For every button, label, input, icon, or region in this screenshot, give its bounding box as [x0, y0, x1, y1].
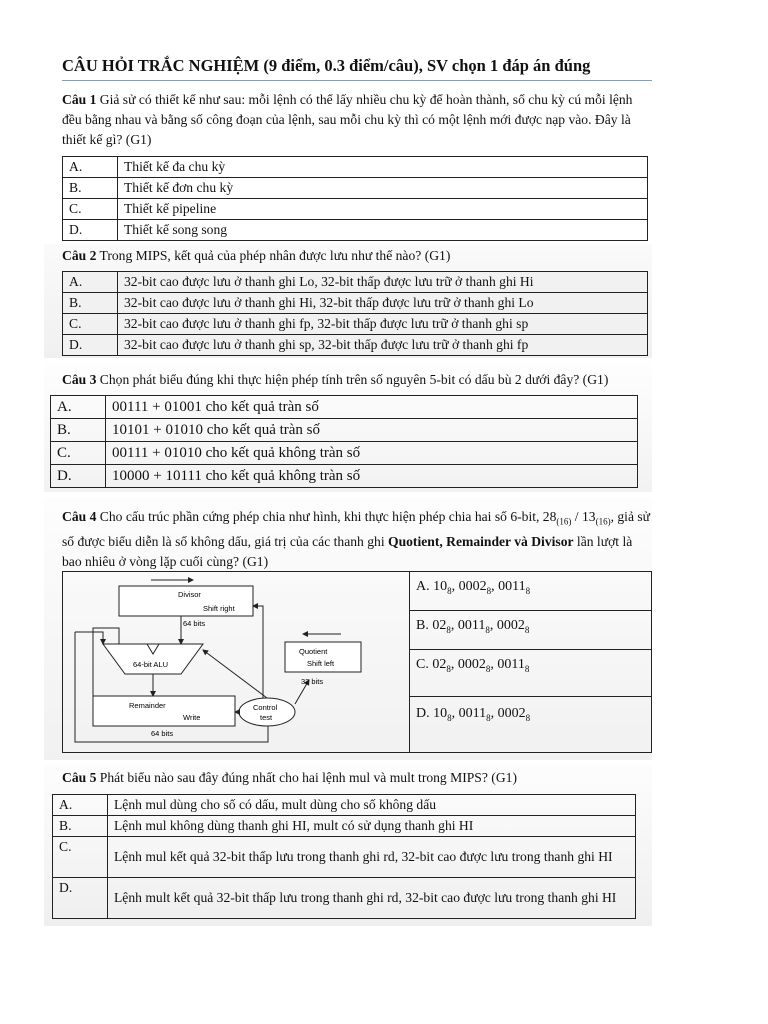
option-row[interactable]	[51, 396, 638, 419]
subscript: 8	[447, 712, 452, 723]
division-hardware-diagram	[63, 572, 410, 752]
q4-table	[62, 571, 652, 753]
option-key: C.	[63, 314, 118, 335]
option-text: Lệnh mul không dùng thanh ghi HI, mult có sử dụng thanh ghi HI	[108, 816, 636, 837]
option-key: B.	[416, 618, 429, 633]
value: 0011	[497, 657, 525, 672]
option-key: C.	[51, 442, 106, 465]
option-row[interactable]	[63, 220, 648, 241]
option-key: D.	[63, 335, 118, 356]
subscript: 8	[525, 712, 531, 723]
subscript: (16)	[595, 516, 611, 527]
value: 0002	[497, 706, 526, 721]
question-number: Câu 1	[62, 92, 97, 107]
shift-left-label: Shift left	[307, 659, 335, 668]
question-text: Cho cấu trúc phần cứng phép chia như hình, khi thực hiện phép chia hai số 6-bit, 28	[99, 509, 557, 524]
option-row[interactable]	[53, 795, 636, 816]
value: 02	[432, 657, 447, 672]
option-key: D.	[51, 465, 106, 488]
question-3	[62, 370, 662, 390]
option-text: 32-bit cao được lưu ở thanh ghi Lo, 32-bit thấp được lưu trữ ở thanh ghi Hi	[118, 272, 648, 293]
connector	[75, 632, 103, 644]
subscript: (16)	[556, 516, 572, 527]
option-row[interactable]	[63, 157, 648, 178]
option-row[interactable]	[51, 442, 638, 465]
question-4	[62, 507, 654, 572]
question-text: lần lượt là bao nhiêu ở vòng lặp cuối cùng? (G1)	[62, 533, 633, 569]
option-row[interactable]	[63, 178, 648, 199]
value: 10	[433, 706, 448, 721]
question-bold: Quotient, Remainder và Divisor	[388, 533, 574, 549]
question-text: Phát biểu nào sau đây đúng nhất cho hai lệnh mul và mult trong MIPS? (G1)	[99, 770, 517, 785]
q4-option-b[interactable]: B. $02_8$, $0011_8$, $0002_8$	[410, 611, 651, 650]
option-key: B.	[53, 816, 108, 837]
option-text: 32-bit cao được lưu ở thanh ghi Hi, 32-bit thấp được lưu trữ ở thanh ghi Lo	[118, 293, 648, 314]
bits-label: 32 bits	[301, 677, 324, 686]
option-key: A.	[416, 579, 430, 594]
question-text: , giả sử số được biểu diễn là số không dấu, giá trị của các thanh ghi	[62, 509, 651, 549]
bits-label: 64 bits	[151, 729, 174, 738]
value: 0002	[496, 618, 525, 633]
question-number: Câu 3	[62, 372, 97, 387]
q4-option-c[interactable]: C. $02_8$, $0002_8$, $0011_8$	[410, 650, 651, 697]
question-2	[62, 246, 654, 266]
question-number: Câu 4	[62, 509, 97, 524]
option-row[interactable]	[63, 272, 648, 293]
option-text: Thiết kế pipeline	[118, 199, 648, 220]
subscript: 8	[446, 663, 451, 674]
value: 0011	[457, 618, 486, 633]
subscript: 8	[447, 585, 452, 596]
question-number: Câu 2	[62, 248, 97, 263]
option-text: Thiết kế đơn chu kỳ	[118, 178, 648, 199]
option-text: 00111 + 01001 cho kết quả tràn số	[106, 396, 638, 419]
quotient-label: Quotient	[299, 647, 328, 656]
option-key: D.	[53, 878, 108, 919]
option-key: C.	[416, 657, 429, 672]
option-key: D.	[416, 706, 430, 721]
value: 0002	[457, 657, 486, 672]
subscript: 8	[486, 712, 491, 723]
value: 10	[433, 579, 448, 594]
question-1	[62, 90, 654, 150]
q4-option-d[interactable]: D. $10_8$, $0011_8$, $0002_8$	[416, 706, 531, 723]
option-key: C.	[63, 199, 118, 220]
subscript: 8	[485, 624, 490, 635]
value: 0011	[498, 579, 526, 594]
options-table-q1	[62, 156, 648, 241]
option-key: B.	[63, 293, 118, 314]
question-text: / 13	[571, 509, 596, 524]
question-text: Giả sử có thiết kế như sau: mỗi lệnh có thể lấy nhiều chu kỳ để hoàn thành, số chu kỳ cú mỗi lệnh đều bằng nhau và bằng số công đoạn của lệnh, sau mỗi chu kỳ thì có một lệnh mới được nạp vào. Đây là thiết kế gì? (G1)	[62, 92, 633, 147]
write-label: Write	[183, 713, 201, 722]
option-row[interactable]	[63, 199, 648, 220]
q4-option-a[interactable]: A. $10_8$, $0002_8$, $0011_8$	[410, 572, 651, 611]
value: 0011	[458, 706, 487, 721]
value: 02	[432, 618, 447, 633]
bits-label: 64 bits	[183, 619, 206, 628]
subscript: 8	[525, 585, 531, 596]
option-key: A.	[63, 157, 118, 178]
option-text: 32-bit cao được lưu ở thanh ghi sp, 32-bit thấp được lưu trữ ở thanh ghi fp	[118, 335, 648, 356]
option-key: C.	[53, 837, 108, 878]
control-label: Control	[253, 703, 278, 712]
option-key: A.	[51, 396, 106, 419]
option-row[interactable]	[53, 878, 636, 919]
alu-label: 64-bit ALU	[133, 660, 169, 669]
test-label: test	[260, 713, 273, 722]
option-key: D.	[63, 220, 118, 241]
options-table-q3	[50, 395, 638, 488]
subscript: 8	[524, 624, 530, 635]
shift-right-label: Shift right	[203, 604, 235, 613]
option-text: Lệnh mult kết quả 32-bit thấp lưu trong thanh ghi rd, 32-bit cao được lưu trong thanh ghi HI	[108, 878, 636, 919]
option-text: Lệnh mul kết quả 32-bit thấp lưu trong thanh ghi rd, 32-bit cao được lưu trong thanh ghi HI	[108, 837, 636, 878]
divisor-label: Divisor	[178, 590, 201, 599]
subscript: 8	[485, 663, 491, 674]
option-text: 00111 + 01010 cho kết quả không tràn số	[106, 442, 638, 465]
question-5	[62, 768, 654, 788]
value: 0002	[458, 579, 487, 594]
option-row[interactable]	[51, 419, 638, 442]
subscript: 8	[524, 663, 530, 674]
option-text: 32-bit cao được lưu ở thanh ghi fp, 32-bit thấp được lưu trữ ở thanh ghi sp	[118, 314, 648, 335]
option-text: Lệnh mul dùng cho số có dấu, mult dùng cho số không dấu	[108, 795, 636, 816]
option-row[interactable]	[53, 816, 636, 837]
subscript: 8	[486, 585, 492, 596]
option-row[interactable]	[63, 314, 648, 335]
option-text: 10101 + 01010 cho kết quả tràn số	[106, 419, 638, 442]
option-key: A.	[53, 795, 108, 816]
options-table-q5	[52, 794, 636, 919]
page-heading: CÂU HỎI TRẮC NGHIỆM (9 điểm, 0.3 điểm/câu), SV chọn 1 đáp án đúng	[62, 56, 652, 81]
question-text: Trong MIPS, kết quả của phép nhân được lưu như thế nào? (G1)	[99, 248, 451, 263]
option-text: Thiết kế đa chu kỳ	[118, 157, 648, 178]
connector	[93, 628, 123, 704]
option-key: A.	[63, 272, 118, 293]
connector	[203, 650, 267, 698]
options-table-q2	[62, 271, 648, 356]
connector	[253, 606, 263, 698]
subscript: 8	[446, 624, 451, 635]
option-key: B.	[51, 419, 106, 442]
remainder-label: Remainder	[129, 701, 166, 710]
option-row[interactable]	[51, 465, 638, 488]
option-text: 10000 + 10111 cho kết quả không tràn số	[106, 465, 638, 488]
option-key: B.	[63, 178, 118, 199]
option-text: Thiết kế song song	[118, 220, 648, 241]
option-row[interactable]	[63, 293, 648, 314]
option-row[interactable]	[53, 837, 636, 878]
question-number: Câu 5	[62, 770, 97, 785]
question-text: Chọn phát biểu đúng khi thực hiện phép tính trên số nguyên 5-bit có dấu bù 2 dưới đây? (G1)	[99, 372, 609, 387]
option-row[interactable]	[63, 335, 648, 356]
